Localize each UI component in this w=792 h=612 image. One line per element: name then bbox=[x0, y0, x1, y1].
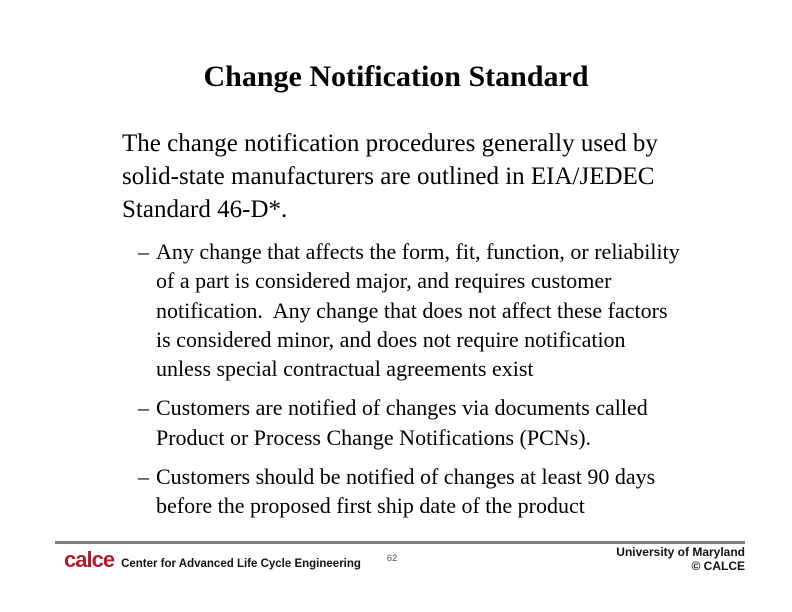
intro-paragraph: The change notification procedures generally used by solid-state manufacturers are outlined in EIA/JEDEC Standard 46-D*. bbox=[122, 130, 665, 223]
slide-body bbox=[122, 127, 702, 520]
calce-logo: calce bbox=[64, 547, 115, 572]
footer-left bbox=[64, 549, 361, 571]
bullet-item bbox=[138, 462, 686, 521]
footer-divider bbox=[55, 541, 745, 544]
copyright-text: © CALCE bbox=[691, 559, 745, 574]
bullet-list bbox=[138, 237, 686, 520]
bullet-dash: – bbox=[138, 395, 149, 421]
slide-title: Change Notification Standard bbox=[203, 60, 589, 93]
bullet-text: Customers are notified of changes via documents called Product or Process Change Notifications (PCNs). bbox=[156, 395, 654, 450]
bullet-item bbox=[138, 393, 686, 452]
bullet-text: Any change that affects the form, fit, function, or reliability of a part is considered major, and requires customer notification. Any change that does not affect these factors is considered minor, and does not require notification unless special contractual agreements exist bbox=[156, 239, 686, 381]
footer-right bbox=[616, 545, 745, 573]
page-number: 62 bbox=[386, 553, 398, 564]
bullet-dash: – bbox=[138, 463, 149, 489]
university-name: University of Maryland bbox=[616, 545, 745, 559]
bullet-dash: – bbox=[138, 239, 149, 264]
organization-name: Center for Advanced Life Cycle Engineering bbox=[121, 558, 361, 570]
bullet-text: Customers should be notified of changes at least 90 days before the proposed first ship date of the product bbox=[156, 463, 661, 518]
bullet-item bbox=[138, 237, 686, 383]
